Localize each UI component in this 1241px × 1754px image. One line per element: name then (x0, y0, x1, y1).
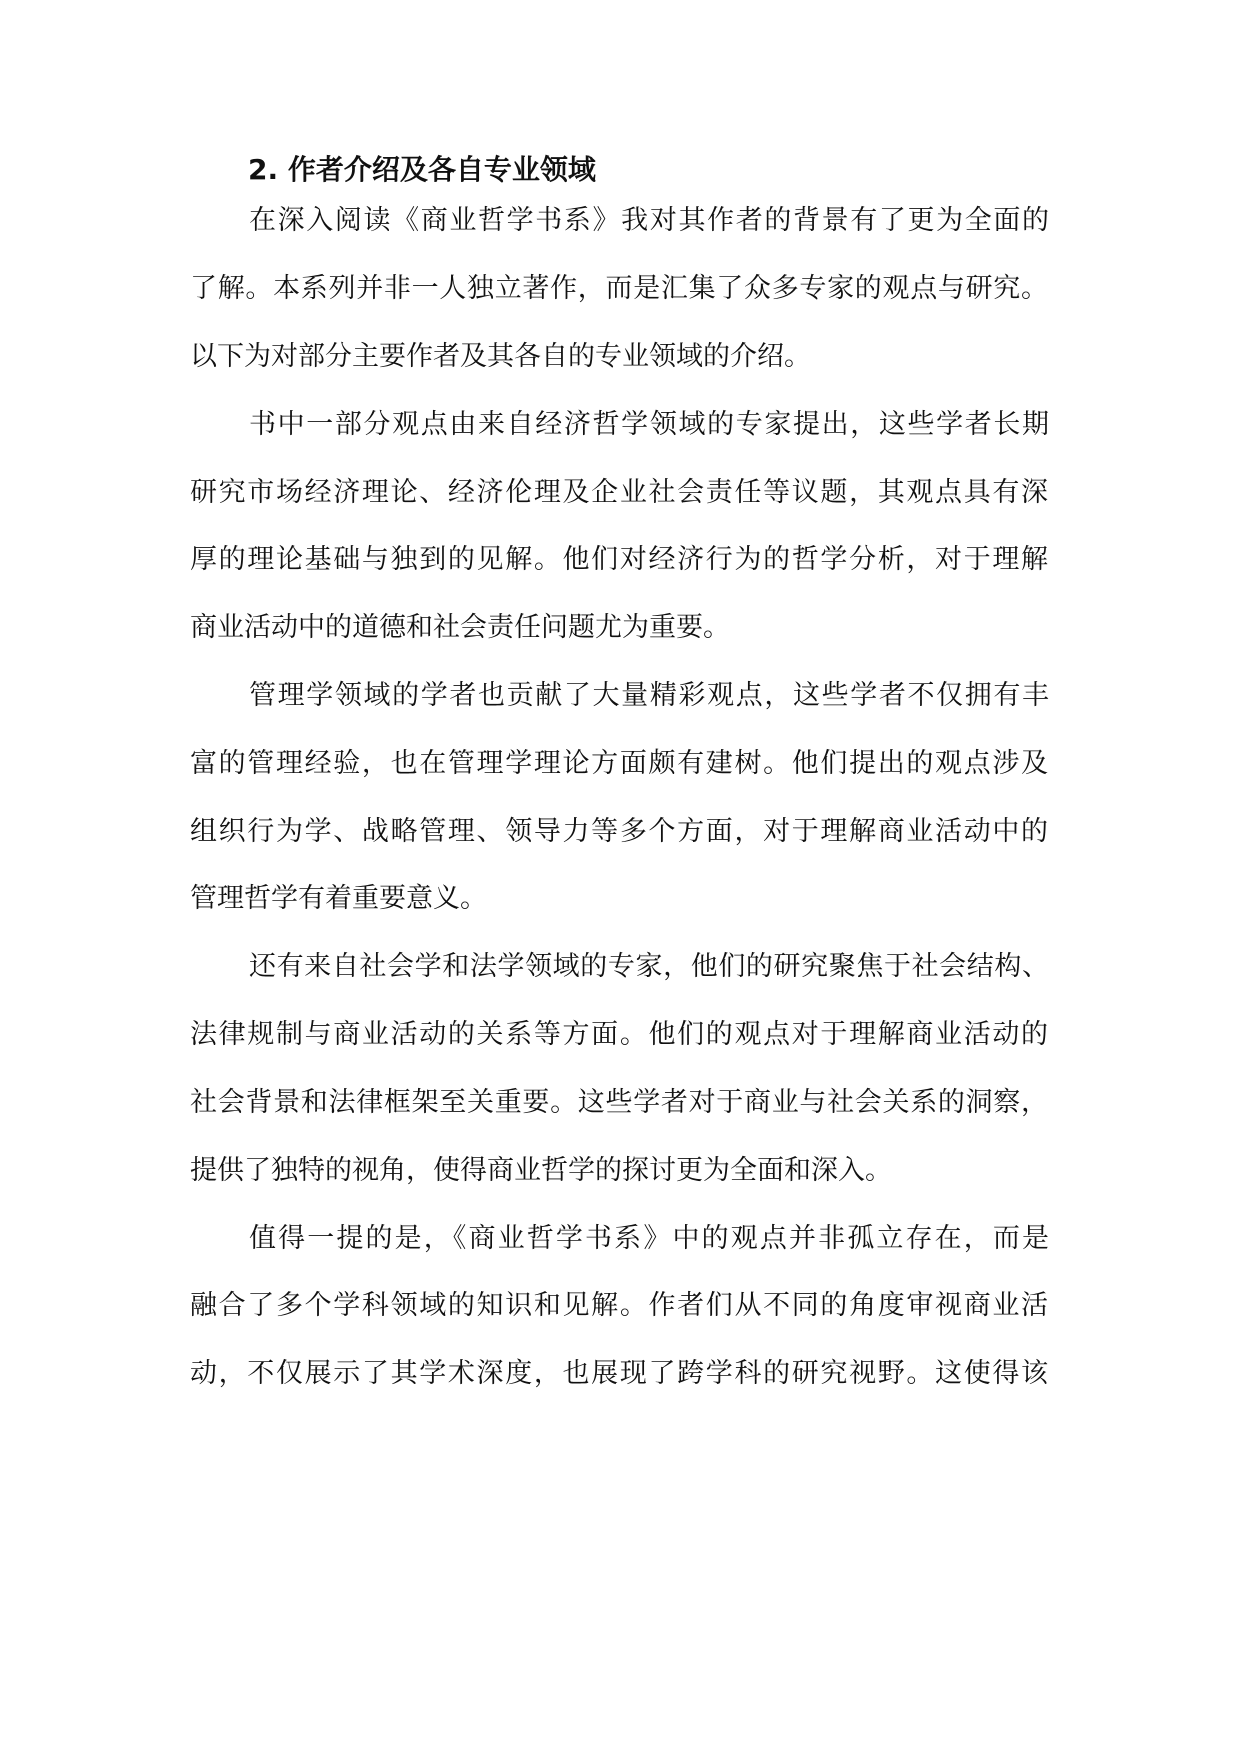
paragraph-line: 富的管理经验，也在管理学理论方面颇有建树。他们提出的观点涉及 (190, 748, 1048, 779)
paragraph-line: 研究市场经济理论、经济伦理及企业社会责任等议题，其观点具有深 (190, 477, 1048, 508)
paragraph-line: 了解。本系列并非一人独立著作，而是汇集了众多专家的观点与研究。 (190, 273, 1048, 304)
paragraph-line: 组织行为学、战略管理、领导力等多个方面，对于理解商业活动中的 (190, 816, 1048, 847)
paragraph-line: 法律规制与商业活动的关系等方面。他们的观点对于理解商业活动的 (190, 1019, 1048, 1050)
paragraph-line: 书中一部分观点由来自经济哲学领域的专家提出，这些学者长期 (249, 409, 1049, 440)
section-heading: 2. 作者介绍及各自专业领域 (248, 153, 596, 186)
paragraph-line: 还有来自社会学和法学领域的专家，他们的研究聚焦于社会结构、 (249, 951, 1049, 982)
paragraph-line: 融合了多个学科领域的知识和见解。作者们从不同的角度审视商业活 (190, 1290, 1048, 1321)
paragraph-line: 值得一提的是，《商业哲学书系》中的观点并非孤立存在，而是 (249, 1223, 1049, 1254)
paragraph-line: 社会背景和法律框架至关重要。这些学者对于商业与社会关系的洞察， (190, 1087, 1048, 1118)
paragraph-line: 在深入阅读《商业哲学书系》我对其作者的背景有了更为全面的 (249, 205, 1049, 236)
paragraph-line: 管理哲学有着重要意义。 (190, 883, 487, 914)
paragraph-line: 管理学领域的学者也贡献了大量精彩观点，这些学者不仅拥有丰 (249, 680, 1049, 711)
paragraph-line: 厚的理论基础与独到的见解。他们对经济行为的哲学分析，对于理解 (190, 544, 1048, 575)
paragraph-line: 商业活动中的道德和社会责任问题尤为重要。 (190, 612, 730, 643)
paragraph-line: 动，不仅展示了其学术深度，也展现了跨学科的研究视野。这使得该 (190, 1358, 1048, 1389)
paragraph-line: 以下为对部分主要作者及其各自的专业领域的介绍。 (190, 341, 811, 372)
paragraph-line: 提供了独特的视角，使得商业哲学的探讨更为全面和深入。 (190, 1155, 892, 1186)
